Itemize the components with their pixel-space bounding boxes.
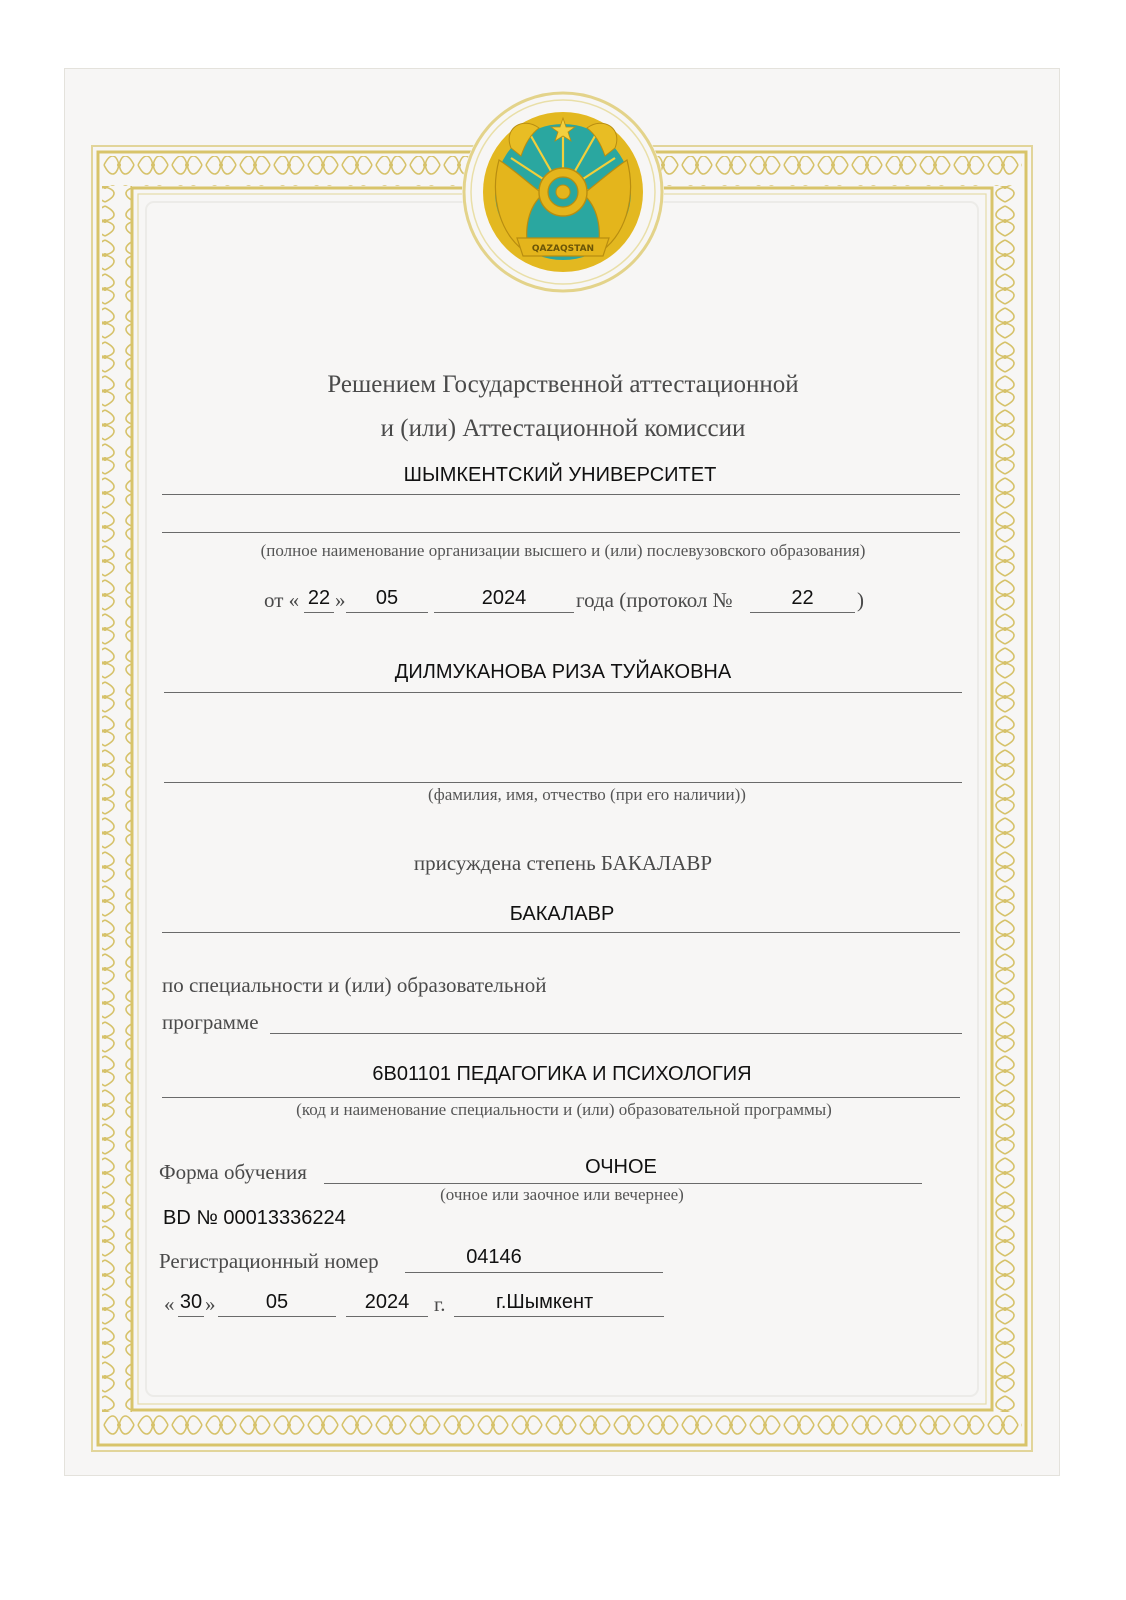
organization-line-2 <box>162 532 960 533</box>
degree-awarded-text: присуждена степень БАКАЛАВР <box>413 851 713 875</box>
protocol-number: 22 <box>791 587 814 609</box>
registration-label: Регистрационный номер <box>159 1249 379 1273</box>
issue-city-line <box>454 1316 664 1317</box>
decision-year-line <box>434 612 574 613</box>
graduate-name-line-2 <box>164 782 962 783</box>
decision-month-line <box>346 612 428 613</box>
issue-year-abbr: г. <box>434 1292 446 1316</box>
issue-day-line <box>178 1316 204 1317</box>
program-value: 6В01101 ПЕДАГОГИКА И ПСИХОЛОГИЯ <box>372 1063 752 1085</box>
decision-prefix: от « <box>264 588 300 612</box>
organization-caption: (полное наименование организации высшего и (или) послевузовского образования) <box>260 541 866 560</box>
issue-day: 30 <box>179 1291 203 1313</box>
header-line-1: Решением Государственной аттестационной <box>327 371 799 398</box>
decision-year-word: года (протокол № <box>576 588 733 612</box>
study-form-line <box>324 1183 922 1184</box>
program-label-line-2: программе <box>162 1010 259 1034</box>
serial-number: BD № 00013336224 <box>163 1207 346 1229</box>
study-form-label: Форма обучения <box>159 1160 307 1184</box>
degree-value: БАКАЛАВР <box>509 903 615 925</box>
study-form-caption: (очное или заочное или вечернее) <box>440 1185 684 1204</box>
graduate-caption: (фамилия, имя, отчество (при его наличии)) <box>428 785 746 804</box>
issue-month: 05 <box>265 1291 289 1313</box>
protocol-number-line <box>750 612 855 613</box>
issue-month-line <box>218 1316 336 1317</box>
protocol-paren-close: ) <box>857 588 864 612</box>
organization-name: ШЫМКЕНТСКИЙ УНИВЕРСИТЕТ <box>403 464 717 486</box>
issue-year-line <box>346 1316 428 1317</box>
degree-line <box>162 932 960 933</box>
registration-line <box>405 1272 663 1273</box>
decision-day-line <box>304 612 334 613</box>
state-emblem <box>459 88 667 296</box>
study-form-value: ОЧНОЕ <box>585 1156 657 1178</box>
decision-day: 22 <box>307 587 331 609</box>
issue-year: 2024 <box>364 1291 410 1313</box>
registration-number: 04146 <box>466 1246 522 1268</box>
issue-city: г.Шымкент <box>496 1291 594 1313</box>
graduate-full-name: ДИЛМУКАНОВА РИЗА ТУЙАКОВНА <box>394 661 732 683</box>
issue-open-quote: « <box>164 1292 175 1316</box>
emblem-motto: QAZAQSTAN <box>531 244 595 254</box>
program-label-line <box>270 1033 962 1034</box>
program-value-line <box>162 1097 960 1098</box>
decision-quote-close: » <box>335 588 346 612</box>
decision-year: 2024 <box>481 587 527 609</box>
decision-month: 05 <box>375 587 399 609</box>
header-line-2: и (или) Аттестационной комиссии <box>380 415 746 442</box>
issue-close-quote: » <box>205 1292 216 1316</box>
program-label-line-1: по специальности и (или) образовательной <box>162 973 547 997</box>
program-caption: (код и наименование специальности и (или) образовательной программы) <box>296 1100 832 1119</box>
organization-line-1 <box>162 494 960 495</box>
graduate-name-line-1 <box>164 692 962 693</box>
